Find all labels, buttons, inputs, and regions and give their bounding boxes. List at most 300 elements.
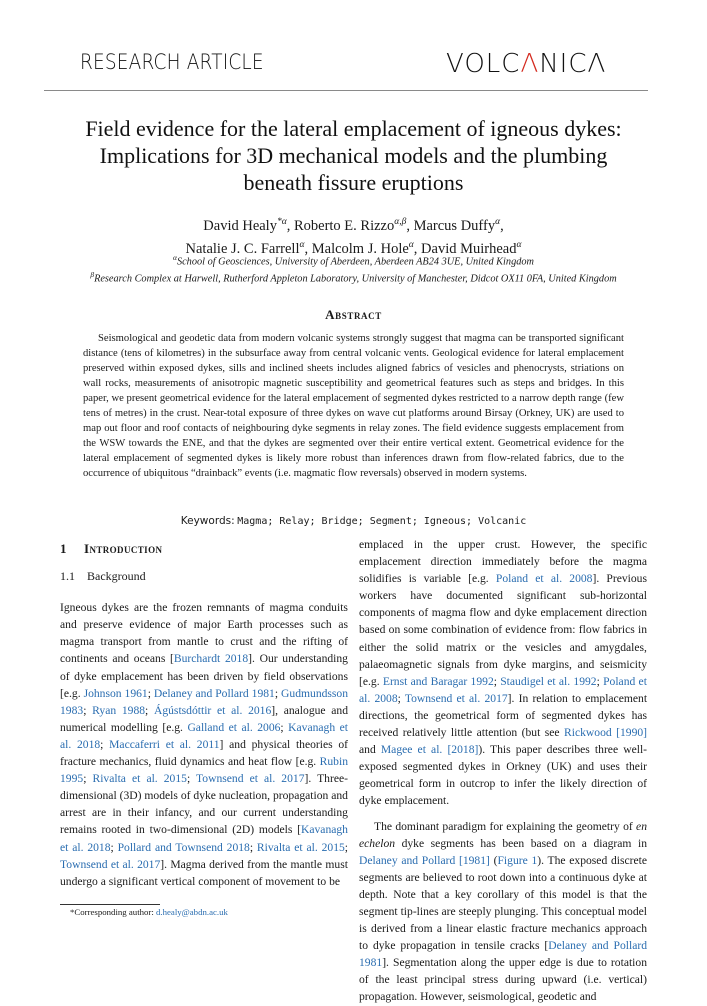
citation-link[interactable]: Kavanagh [300,823,348,837]
body-text: before [549,555,580,569]
citation-link[interactable]: [1990] [616,726,648,740]
subsection-heading [60,568,348,585]
citation-link[interactable]: 2015 [163,772,187,786]
body-text: from: [549,623,576,637]
body-text: [e.g. [60,686,81,700]
citation-link[interactable]: al. [431,743,443,757]
body-text: vertical [160,874,196,888]
citation-link[interactable]: Poland [603,674,636,688]
subsection-number: 1.1 [60,569,75,584]
citation-link[interactable]: Ernst [382,674,408,688]
body-text: components [359,606,416,620]
body-text: dynamics [180,755,225,769]
citation-link[interactable]: 2015 [321,840,345,854]
citation-link[interactable]: Gudmundsson [281,686,348,700]
body-text: Igneous [60,601,97,615]
body-text: and [227,755,245,769]
citation-link[interactable]: Staudigel [500,674,545,688]
body-text [489,572,496,585]
body-text [423,538,433,551]
body-text [517,641,525,654]
citation-link[interactable]: et [249,772,258,786]
body-text: two-dimensional [149,823,228,837]
body-text: crust. [494,538,521,551]
body-text: to [500,777,510,791]
author-name: Natalie J. C. Farrell [185,240,300,257]
citation-link[interactable]: al. [263,772,276,786]
body-text: evidence [129,618,171,632]
body-text: major [193,618,221,632]
title-line: Field evidence for the lateral emplacement of igneous dykes: [85,116,622,141]
body-text: and [577,657,595,671]
citation-link[interactable]: al. [241,720,253,734]
body-text: mantle [290,857,323,871]
body-text: ; [110,840,114,854]
affiliation-text: Research Complex at Harwell, Rutherford Appleton Laboratory, University of Manchester, Didcot OX11 0FA, United Kingdom [94,273,617,285]
author-affil-mark: α [299,239,305,250]
citation-link[interactable]: et [456,691,465,705]
body-text [187,618,194,631]
citation-link[interactable]: et [60,840,69,854]
body-text: of [60,669,70,683]
body-text: infancy, [155,806,193,820]
body-text: physical [251,737,291,751]
body-text: conduits [308,601,348,615]
body-text: ]. [507,691,515,705]
citation-link[interactable]: 2017 [484,691,508,705]
body-text: This [490,743,511,757]
body-text: direction [591,777,633,791]
body-text: workers [359,589,397,603]
citation-link[interactable]: 2016 [248,703,272,717]
body-text: and [577,760,595,774]
abstract-text: Seismological and geodetic data from modern volcanic systems strongly suggest that magma can be transported significant distance (tens of kilometres) in the subsurface away from central volcanic vents. Geological evidence for lateral emplacement preserved within exposed dykes, sills and inclined sheets includes aligned fabrics of vesicles and phenocrysts, striations on wall rocks, measurements of anisotropic magnetic susceptibility and geometrical features such as steps and bridges. In this paper, we present geometrical evidence for the lateral emplacement of segmented dykes restricted to a narrow depth range (few tens of metres) in the crust. Near-total exposure of three dykes on wave cut platforms around Birsay (Orkney, UK) are used to map out floor and roof contacts of neighbouring dyke segments in relay zones. The field evidence suggests emplacement from the WSW towards the ENE, and that the dykes are segmented over their entire vertical extent. Geometrical evidence for the lateral emplacement of segmented dykes is likely more robust than inferences drawn from flow-related fabrics, due to the occurrence of ubiquitous “drainback” events (i.e. magmatic flow reversals) observed in modern systems. [83,333,624,479]
body-text: signals [437,657,470,671]
body-text: of [338,737,348,751]
citation-link[interactable]: et [339,720,348,734]
affiliation [30,251,677,268]
body-text: magma [612,555,648,569]
body-text: solid [415,640,439,654]
body-text: [ [297,823,301,837]
body-text: and [259,635,277,649]
body-text [403,538,413,551]
citation-link[interactable]: Kavanagh [288,720,336,734]
body-text: of [418,606,429,620]
citation-link[interactable]: al. [306,840,318,854]
citation-link[interactable]: 2008 [374,691,398,705]
body-text: preserve [83,618,123,632]
body-text: and [198,806,216,820]
body-text: theories [295,737,333,751]
body-text: dykes [597,708,625,722]
body-text: solidifies [359,572,402,586]
citation-link[interactable]: Townsend [60,857,108,871]
body-text: attention [476,726,518,740]
body-text: ; [249,840,254,854]
body-text: fracture [60,755,97,769]
footnote [70,907,228,917]
citation-link[interactable]: et [417,743,426,757]
body-text: some [403,623,428,637]
citation-link[interactable]: 1961 [124,686,148,700]
body-text: must [325,857,348,871]
body-text: the [588,555,604,569]
citation-link[interactable]: and [195,686,213,700]
citation-link[interactable]: 1981 [251,686,275,700]
body-text: by [247,669,260,683]
body-text: infer [514,777,537,791]
body-text: seismicity [599,657,647,671]
body-text: either [359,640,386,654]
body-text: dyke [74,669,97,683]
citation-link[interactable]: 1992 [470,674,494,688]
body-text [579,555,589,568]
body-text: emplacement [585,691,648,705]
citation-link[interactable]: Townsend [196,772,244,786]
body-text: of [252,874,263,888]
article-type-label: RESEARCH ARTICLE [80,50,264,74]
body-text: see [544,726,560,740]
citation-link[interactable] [544,572,551,585]
citation-link[interactable]: 1988 [121,703,146,717]
body-text: or [484,640,495,654]
body-text: undergo [60,874,98,888]
body-text: propagation [272,789,329,803]
emphasis-text: en echelon [359,819,647,850]
citation-link[interactable]: al. [179,737,192,751]
body-text: emplacement [101,669,163,683]
citation-link[interactable]: 1983 [60,703,84,717]
citation-link[interactable]: Galland [187,720,225,734]
body-text: of [492,623,503,637]
body-text: derived [209,857,244,871]
citation-link[interactable]: Pollard [215,686,249,700]
citation-link[interactable]: Baragar [430,674,468,688]
body-text: frozen [172,601,203,615]
body-text: ; [145,703,149,717]
body-text: (UK) [546,760,572,774]
body-text: the [433,538,448,551]
citation-link[interactable]: Poland [495,572,529,586]
body-text: matrix [446,640,477,654]
body-text: ; [344,840,348,854]
body-text: outcrop [459,777,496,791]
citation-link[interactable]: et [110,857,120,871]
body-text: component [198,874,250,888]
body-text [600,538,610,551]
corresponding-author-email-link[interactable]: d.healy@abdn.ac.uk [156,907,228,917]
body-text: ] [219,737,224,751]
body-text [432,589,446,602]
body-text: sub-horizontal [580,589,647,603]
body-text: driven [213,669,244,683]
citation-link[interactable]: et [217,703,226,717]
citation-link[interactable]: 1992 [573,674,597,688]
citation-link[interactable]: 2011 [196,737,220,751]
body-text: flow [270,755,293,769]
body-text: [e.g. [359,674,380,688]
body-text: based [359,623,386,637]
footnote-label: *Corresponding author: [70,907,157,917]
body-text: (2D) [232,823,255,837]
body-text: relatively [402,726,447,740]
body-text [576,538,586,551]
citation-link[interactable]: Delaney and Pollard [1981] [359,853,490,867]
body-text: [e.g. [162,720,183,734]
body-text: variable [423,572,461,586]
author-affil-mark: α [495,217,501,227]
citation-link[interactable]: and [154,840,172,854]
citation-link[interactable]: et [165,737,175,751]
body-paragraph [359,818,647,1006]
body-text: three [594,743,619,757]
body-text: The dominant paradigm for explaining the geometry of [374,819,637,833]
citation-link[interactable]: Pollard [117,840,152,854]
body-text: understanding [282,652,348,666]
body-text: mechanics, [99,755,152,769]
body-text: field [263,669,285,683]
body-paragraph-continued [359,536,647,810]
title-line: Implications for 3D mechanical models and the plumbing [99,143,608,168]
body-text: relation [532,691,568,705]
body-text: processes [259,618,304,632]
body-text: directions, [359,708,408,722]
logo-part: NIC [539,49,588,79]
citation-link[interactable]: 2018 [87,840,111,854]
citation-link[interactable]: al. [72,840,84,854]
body-text [520,538,530,551]
citation-link[interactable]: et [132,772,141,786]
citation-link[interactable]: al. [469,691,481,705]
body-text: describes [546,743,590,757]
citation-link[interactable]: al. [60,737,72,751]
body-text: ). The exposed discrete segments are believed to root down into a continuous dyke at depth. Note that a key corollary of this model is that the segment tip-lines are steeply plunging. This conceptual model is derived from a linear elastic fracture mechanics approach to dyke propagation in tensile cracks [ [359,853,648,953]
citation-link[interactable]: Ágústsdóttir [153,703,212,717]
body-text: ; [186,772,191,786]
section-heading [60,540,348,557]
body-text: ]. [304,772,312,786]
citation-link[interactable]: Maccaferri [109,737,160,751]
body-text: significant [108,874,158,888]
citation-link[interactable]: Magee [380,743,413,757]
citation-link[interactable]: 2006 [257,720,281,734]
body-text: (but [521,726,541,740]
body-text: ; [397,691,401,705]
body-text: current [243,806,277,820]
author-name: Malcolm J. Hole [311,240,409,257]
body-text: from [148,635,171,649]
citation-link[interactable]: et [638,674,647,688]
author-affil-mark: α,β [394,217,407,227]
body-text: little [450,726,473,740]
body-text: their [625,760,648,774]
body-text: specific [610,538,648,551]
title-line: beneath fissure eruptions [243,170,464,195]
body-text [603,555,613,568]
body-text: been [187,669,210,683]
body-text [562,641,570,654]
citation-link[interactable]: Ryan [92,703,117,717]
body-text: and [229,737,246,751]
body-text: transport [100,635,142,649]
citation-link[interactable]: et [294,840,303,854]
citation-link[interactable]: 2018 [224,652,249,666]
author-name: David Healy [203,217,277,234]
citation-link[interactable]: al. [146,772,158,786]
citation-link[interactable]: al. [550,572,563,586]
body-text: the [414,708,429,722]
author-affil-mark: α [408,239,414,250]
body-text: segmented [402,760,453,774]
body-text [396,589,410,602]
citation-link[interactable]: Burchardt [173,652,221,666]
body-text: the [502,640,517,654]
body-text: is [408,572,417,586]
body-text [477,641,485,654]
body-text: palaeomagnetic [359,657,432,671]
body-text: and [494,606,511,620]
citation-link[interactable]: 2018 [226,840,250,854]
citation-link[interactable]: al. [122,857,134,871]
body-text: has [167,669,183,683]
body-text: the [586,538,601,551]
citation-link[interactable]: al. [558,674,571,688]
body-text: magma [269,601,304,615]
citation-link[interactable]: Townsend [404,691,453,705]
body-column-left [60,540,348,897]
body-text: are [133,601,149,615]
body-text: fluid [154,755,177,769]
body-text: direction [605,606,648,620]
body-text: has [631,708,648,722]
author-name: Marcus Duffy [413,217,496,234]
body-text: Previous [606,572,647,586]
body-text: be [329,874,341,888]
citation-link[interactable]: et [547,674,556,688]
body-text: received [359,726,399,740]
body-text: uses [599,760,620,774]
body-text: flow [469,606,491,620]
logo-part: Λ [587,49,607,79]
body-text: ]. [160,857,168,871]
body-paragraph [60,599,348,890]
body-text: flow [578,623,600,637]
citation-link[interactable]: 1995 [60,772,84,786]
body-text: ]. Segmentation along the upper edge is due to rotation of the least principal stress during upward (i.e. vertical) propagation. However, seismological, geodetic and [359,956,647,1004]
body-text: dyke [514,606,537,620]
body-text: evidence [505,623,547,637]
citation-link[interactable]: and [410,674,428,688]
body-text: oceans [133,652,166,666]
body-text: immediately [481,555,540,569]
abstract-heading: Abstract [325,307,382,322]
journal-logo[interactable] [446,49,606,79]
citation-link[interactable]: Johnson [83,686,122,700]
citation-link[interactable]: al. [231,703,243,717]
body-text: our [221,806,237,820]
body-text: emplacement. [384,794,450,808]
author-name: David Muirhead [421,240,517,257]
body-text: ; [493,674,497,688]
body-text: continents [60,652,108,666]
body-text: ( [489,853,498,867]
citation-link[interactable]: Townsend [175,840,223,854]
body-text: well-exposed [359,743,648,774]
body-text: of [177,618,187,632]
citation-link[interactable]: 2017 [137,857,161,871]
body-text: dykes [101,601,129,615]
body-text: to [214,635,224,649]
body-text: from [475,657,498,671]
body-text: magma [431,606,466,620]
citation-link[interactable]: 2018 [76,737,101,751]
body-text: documented [446,589,503,603]
body-text: remains [60,823,97,837]
body-text: geometrical [434,708,490,722]
citation-link[interactable]: et [535,572,544,586]
body-text [494,641,502,654]
body-text: In [518,691,529,705]
body-text: and [331,789,348,803]
citation-link[interactable]: Rubin [319,755,348,769]
citation-link[interactable]: Rivalta [92,772,126,786]
body-text: such [310,618,332,632]
body-text: numerical [60,720,107,734]
body-text: ; [147,686,151,700]
citation-link[interactable]: 2008 [569,572,593,586]
body-text: modelling [110,720,158,734]
body-text: and [331,703,348,717]
body-text: magma [60,635,95,649]
citation-link[interactable]: Rickwood [564,726,612,740]
body-text: Orkney [506,760,542,774]
affiliation-mark: α [173,253,177,262]
body-text: [ [170,652,174,666]
body-text: of [525,708,536,722]
citation-link[interactable]: Figure 1 [497,853,538,867]
subsection-title: Background [87,569,146,584]
body-text: dyke [359,794,382,808]
body-text: the [540,777,556,791]
body-text: in [413,538,423,551]
affiliation-text: School of Geosciences, University of Aberdeen, Aberdeen AB24 3UE, United Kingdom [176,256,534,268]
body-text: in [112,806,122,820]
citation-link[interactable]: et [228,720,237,734]
body-text: vesicles [524,640,562,654]
citation-link[interactable]: Rivalta [256,840,291,854]
citation-link[interactable]: Delaney and Pollard 1981 [359,939,647,970]
body-text: movement [265,874,315,888]
author-affil-mark: α [516,239,522,250]
body-text: arrest [60,806,86,820]
citation-link[interactable]: [2018] [447,743,479,757]
citation-link[interactable]: Delaney [153,686,193,700]
body-text: remnants [207,601,250,615]
citation-link[interactable]: al. [359,691,371,705]
body-text: dyke [503,657,527,671]
body-text [540,555,550,568]
body-text: are [92,806,107,820]
body-text: ; [83,703,87,717]
body-text: fabrics [603,623,635,637]
body-text [385,641,393,654]
body-text: to [572,691,582,705]
citation-link[interactable]: 2017 [281,772,305,786]
section-number: 1 [60,541,67,556]
body-text [402,572,409,585]
body-text [472,555,482,568]
